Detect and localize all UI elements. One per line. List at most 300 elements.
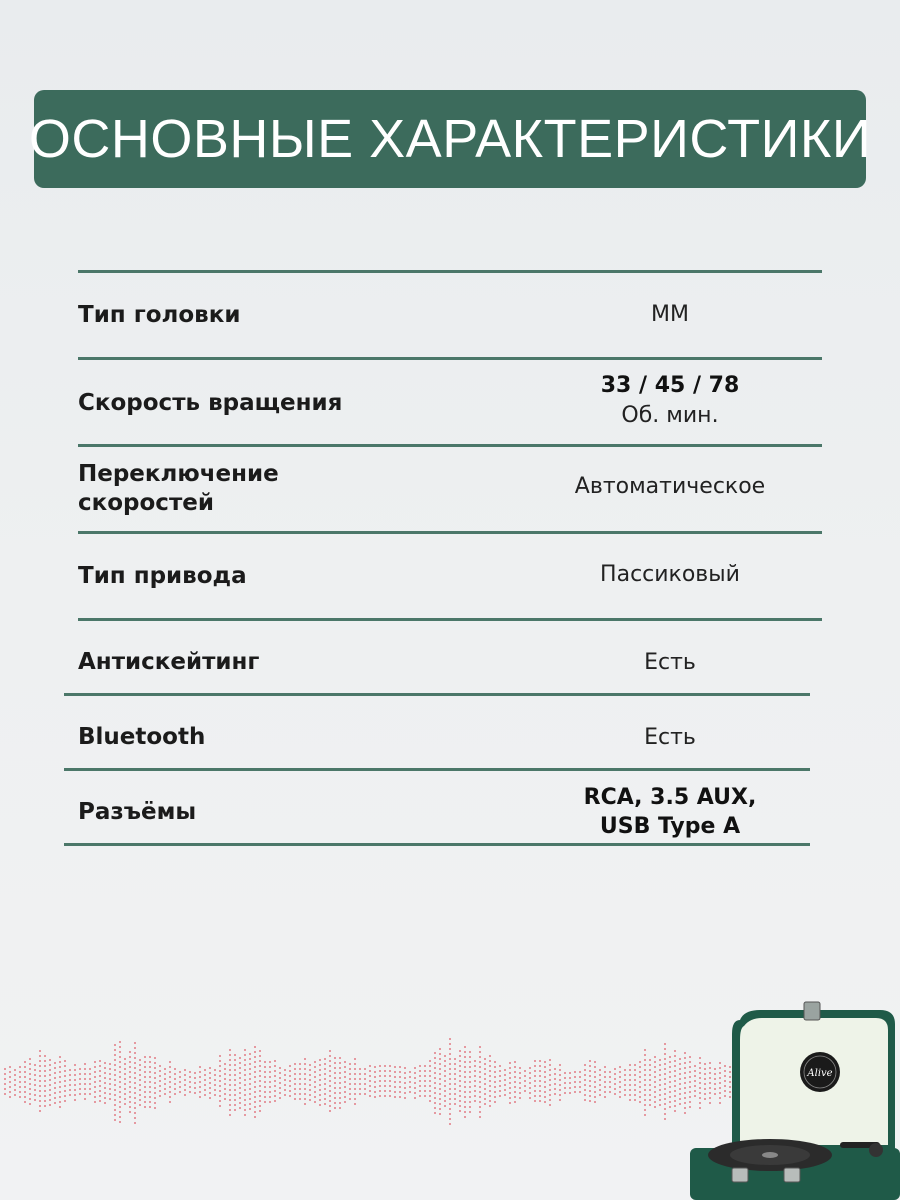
wave-dot	[384, 1075, 386, 1077]
wave-dot	[244, 1084, 246, 1086]
wave-dot	[44, 1085, 46, 1087]
wave-dot	[39, 1105, 41, 1107]
wave-dot	[639, 1101, 641, 1103]
wave-dot	[544, 1086, 546, 1088]
wave-dot	[494, 1091, 496, 1093]
wave-dot	[444, 1075, 446, 1077]
wave-dot	[319, 1099, 321, 1101]
wave-dot	[484, 1063, 486, 1065]
wave-dot	[419, 1075, 421, 1077]
wave-dot	[459, 1065, 461, 1067]
wave-dot	[529, 1077, 531, 1079]
wave-dot	[264, 1061, 266, 1063]
wave-dot	[399, 1071, 401, 1073]
wave-dot	[514, 1066, 516, 1068]
wave-dot	[609, 1091, 611, 1093]
wave-dot	[439, 1088, 441, 1090]
wave-dot	[484, 1103, 486, 1105]
wave-dot	[389, 1085, 391, 1087]
wave-dot	[164, 1083, 166, 1085]
wave-dot	[669, 1086, 671, 1088]
wave-dot	[244, 1104, 246, 1106]
wave-dot	[459, 1085, 461, 1087]
wave-dot	[654, 1071, 656, 1073]
wave-dot	[489, 1080, 491, 1082]
wave-dot	[134, 1057, 136, 1059]
wave-dot	[129, 1051, 131, 1053]
wave-dot	[9, 1066, 11, 1068]
wave-dot	[264, 1076, 266, 1078]
wave-dot	[454, 1093, 456, 1095]
wave-dot	[344, 1086, 346, 1088]
wave-dot	[289, 1080, 291, 1082]
wave-dot	[389, 1070, 391, 1072]
wave-dot	[429, 1090, 431, 1092]
wave-dot	[114, 1089, 116, 1091]
wave-dot	[269, 1081, 271, 1083]
wave-dot	[434, 1082, 436, 1084]
wave-dot	[644, 1094, 646, 1096]
wave-dot	[224, 1078, 226, 1080]
wave-dot	[644, 1079, 646, 1081]
wave-dot	[224, 1068, 226, 1070]
wave-dot	[439, 1103, 441, 1105]
wave-dot	[214, 1069, 216, 1071]
wave-dot	[549, 1089, 551, 1091]
spec-value-head-type: ММ	[651, 302, 689, 327]
wave-dot	[34, 1099, 36, 1101]
wave-dot	[524, 1090, 526, 1092]
wave-dot	[404, 1067, 406, 1069]
wave-dot	[489, 1095, 491, 1097]
wave-dot	[664, 1083, 666, 1085]
wave-dot	[49, 1079, 51, 1081]
wave-dot	[134, 1042, 136, 1044]
wave-dot	[654, 1086, 656, 1088]
wave-dot	[209, 1077, 211, 1079]
spec-label-bluetooth: Bluetooth	[78, 724, 206, 750]
wave-dot	[354, 1088, 356, 1090]
wave-dot	[194, 1082, 196, 1084]
wave-dot	[584, 1079, 586, 1081]
wave-dot	[619, 1076, 621, 1078]
wave-dot	[644, 1089, 646, 1091]
wave-dot	[299, 1068, 301, 1070]
wave-dot	[674, 1110, 676, 1112]
wave-dot	[339, 1077, 341, 1079]
wave-dot	[359, 1093, 361, 1095]
wave-dot	[194, 1077, 196, 1079]
wave-dot	[249, 1058, 251, 1060]
wave-dot	[474, 1075, 476, 1077]
wave-dot	[244, 1059, 246, 1061]
wave-dot	[249, 1108, 251, 1110]
wave-dot	[294, 1063, 296, 1065]
wave-dot	[334, 1062, 336, 1064]
wave-dot	[174, 1088, 176, 1090]
wave-dot	[329, 1070, 331, 1072]
wave-dot	[494, 1096, 496, 1098]
wave-dot	[54, 1092, 56, 1094]
wave-dot	[449, 1058, 451, 1060]
wave-dot	[59, 1056, 61, 1058]
wave-dot	[229, 1069, 231, 1071]
wave-dot	[384, 1065, 386, 1067]
wave-dot	[294, 1073, 296, 1075]
wave-dot	[294, 1068, 296, 1070]
wave-dot	[414, 1092, 416, 1094]
wave-dot	[459, 1110, 461, 1112]
wave-dot	[324, 1078, 326, 1080]
wave-dot	[539, 1075, 541, 1077]
wave-dot	[464, 1086, 466, 1088]
wave-dot	[419, 1085, 421, 1087]
wave-dot	[154, 1102, 156, 1104]
wave-dot	[184, 1074, 186, 1076]
wave-dot	[664, 1088, 666, 1090]
wave-dot	[109, 1098, 111, 1100]
wave-dot	[114, 1114, 116, 1116]
wave-dot	[674, 1080, 676, 1082]
wave-dot	[399, 1076, 401, 1078]
wave-dot	[254, 1081, 256, 1083]
wave-dot	[639, 1091, 641, 1093]
wave-dot	[544, 1071, 546, 1073]
wave-dot	[44, 1105, 46, 1107]
wave-dot	[504, 1089, 506, 1091]
wave-dot	[449, 1043, 451, 1045]
wave-dot	[34, 1094, 36, 1096]
wave-dot	[304, 1058, 306, 1060]
wave-dot	[444, 1070, 446, 1072]
wave-dot	[374, 1086, 376, 1088]
wave-dot	[114, 1119, 116, 1121]
wave-dot	[634, 1079, 636, 1081]
wave-dot	[29, 1093, 31, 1095]
wave-dot	[169, 1076, 171, 1078]
wave-dot	[59, 1071, 61, 1073]
wave-dot	[239, 1067, 241, 1069]
wave-dot	[169, 1081, 171, 1083]
wave-dot	[674, 1060, 676, 1062]
wave-dot	[234, 1079, 236, 1081]
wave-dot	[264, 1071, 266, 1073]
wave-dot	[364, 1073, 366, 1075]
wave-dot	[629, 1094, 631, 1096]
wave-dot	[514, 1081, 516, 1083]
wave-dot	[84, 1083, 86, 1085]
wave-dot	[254, 1116, 256, 1118]
brand-logo: Alive	[807, 1068, 833, 1079]
wave-dot	[584, 1084, 586, 1086]
wave-dot	[319, 1074, 321, 1076]
wave-dot	[519, 1077, 521, 1079]
wave-dot	[314, 1071, 316, 1073]
wave-dot	[554, 1068, 556, 1070]
wave-dot	[109, 1073, 111, 1075]
wave-dot	[314, 1091, 316, 1093]
wave-dot	[129, 1091, 131, 1093]
wave-dot	[244, 1054, 246, 1056]
wave-dot	[649, 1079, 651, 1081]
wave-dot	[639, 1061, 641, 1063]
wave-dot	[669, 1066, 671, 1068]
wave-dot	[89, 1083, 91, 1085]
wave-dot	[499, 1070, 501, 1072]
wave-dot	[614, 1093, 616, 1095]
wave-dot	[69, 1084, 71, 1086]
row-divider	[78, 357, 822, 360]
wave-dot	[24, 1081, 26, 1083]
wave-dot	[44, 1060, 46, 1062]
wave-dot	[474, 1060, 476, 1062]
wave-dot	[99, 1090, 101, 1092]
wave-dot	[479, 1076, 481, 1078]
wave-dot	[394, 1081, 396, 1083]
wave-dot	[384, 1090, 386, 1092]
wave-dot	[109, 1063, 111, 1065]
wave-dot	[364, 1068, 366, 1070]
wave-dot	[99, 1075, 101, 1077]
wave-dot	[454, 1098, 456, 1100]
wave-dot	[494, 1066, 496, 1068]
wave-dot	[539, 1070, 541, 1072]
wave-dot	[249, 1068, 251, 1070]
wave-dot	[389, 1090, 391, 1092]
wave-dot	[169, 1071, 171, 1073]
wave-dot	[669, 1081, 671, 1083]
wave-dot	[169, 1101, 171, 1103]
wave-dot	[559, 1074, 561, 1076]
wave-dot	[439, 1083, 441, 1085]
wave-dot	[544, 1101, 546, 1103]
wave-dot	[59, 1066, 61, 1068]
wave-dot	[644, 1054, 646, 1056]
wave-dot	[369, 1075, 371, 1077]
wave-dot	[29, 1073, 31, 1075]
wave-dot	[634, 1064, 636, 1066]
wave-dot	[529, 1082, 531, 1084]
wave-dot	[429, 1095, 431, 1097]
wave-dot	[484, 1098, 486, 1100]
wave-dot	[369, 1065, 371, 1067]
wave-dot	[534, 1060, 536, 1062]
wave-dot	[214, 1089, 216, 1091]
wave-dot	[379, 1095, 381, 1097]
wave-dot	[154, 1072, 156, 1074]
wave-dot	[139, 1069, 141, 1071]
wave-dot	[289, 1090, 291, 1092]
wave-dot	[434, 1102, 436, 1104]
wave-dot	[79, 1083, 81, 1085]
wave-dot	[659, 1089, 661, 1091]
wave-dot	[549, 1079, 551, 1081]
wave-dot	[334, 1087, 336, 1089]
wave-dot	[609, 1076, 611, 1078]
wave-dot	[104, 1072, 106, 1074]
wave-dot	[269, 1091, 271, 1093]
wave-dot	[39, 1110, 41, 1112]
spec-label-connectors: Разъёмы	[78, 799, 197, 825]
wave-dot	[119, 1106, 121, 1108]
wave-dot	[524, 1085, 526, 1087]
wave-dot	[499, 1085, 501, 1087]
wave-dot	[624, 1079, 626, 1081]
wave-dot	[544, 1091, 546, 1093]
wave-dot	[389, 1065, 391, 1067]
wave-dot	[234, 1104, 236, 1106]
wave-dot	[674, 1050, 676, 1052]
row-divider	[64, 693, 810, 696]
wave-dot	[159, 1085, 161, 1087]
wave-dot	[559, 1064, 561, 1066]
wave-dot	[439, 1098, 441, 1100]
wave-dot	[439, 1073, 441, 1075]
wave-dot	[99, 1085, 101, 1087]
wave-dot	[284, 1094, 286, 1096]
wave-dot	[74, 1099, 76, 1101]
wave-dot	[469, 1076, 471, 1078]
wave-dot	[249, 1053, 251, 1055]
wave-dot	[464, 1071, 466, 1073]
wave-dot	[644, 1074, 646, 1076]
wave-dot	[464, 1091, 466, 1093]
wave-dot	[239, 1072, 241, 1074]
wave-dot	[199, 1081, 201, 1083]
wave-dot	[334, 1092, 336, 1094]
wave-dot	[359, 1073, 361, 1075]
wave-dot	[374, 1066, 376, 1068]
wave-dot	[354, 1103, 356, 1105]
wave-dot	[184, 1069, 186, 1071]
wave-dot	[494, 1061, 496, 1063]
wave-dot	[674, 1095, 676, 1097]
wave-dot	[634, 1094, 636, 1096]
wave-dot	[49, 1089, 51, 1091]
wave-dot	[259, 1085, 261, 1087]
wave-dot	[209, 1067, 211, 1069]
wave-dot	[239, 1092, 241, 1094]
wave-dot	[479, 1106, 481, 1108]
wave-dot	[639, 1071, 641, 1073]
wave-dot	[479, 1081, 481, 1083]
wave-dot	[49, 1074, 51, 1076]
wave-dot	[314, 1086, 316, 1088]
wave-dot	[269, 1086, 271, 1088]
wave-dot	[39, 1065, 41, 1067]
wave-dot	[99, 1070, 101, 1072]
wave-dot	[164, 1093, 166, 1095]
wave-dot	[29, 1083, 31, 1085]
wave-dot	[184, 1089, 186, 1091]
wave-dot	[369, 1095, 371, 1097]
wave-dot	[199, 1076, 201, 1078]
wave-dot	[44, 1075, 46, 1077]
wave-dot	[109, 1068, 111, 1070]
wave-dot	[239, 1107, 241, 1109]
wave-dot	[489, 1070, 491, 1072]
wave-dot	[134, 1117, 136, 1119]
wave-dot	[234, 1084, 236, 1086]
wave-dot	[489, 1085, 491, 1087]
wave-dot	[589, 1065, 591, 1067]
wave-dot	[224, 1063, 226, 1065]
wave-dot	[249, 1083, 251, 1085]
wave-dot	[179, 1071, 181, 1073]
wave-dot	[374, 1091, 376, 1093]
spec-value-antiskating: Есть	[644, 650, 696, 675]
wave-dot	[209, 1092, 211, 1094]
wave-dot	[449, 1093, 451, 1095]
wave-dot	[4, 1093, 6, 1095]
wave-dot	[254, 1061, 256, 1063]
wave-dot	[259, 1050, 261, 1052]
wave-dot	[459, 1090, 461, 1092]
wave-dot	[239, 1062, 241, 1064]
wave-dot	[239, 1082, 241, 1084]
wave-dot	[494, 1071, 496, 1073]
wave-dot	[4, 1078, 6, 1080]
wave-dot	[64, 1060, 66, 1062]
wave-dot	[539, 1065, 541, 1067]
wave-dot	[344, 1066, 346, 1068]
wave-dot	[104, 1077, 106, 1079]
wave-dot	[114, 1099, 116, 1101]
wave-dot	[664, 1063, 666, 1065]
wave-dot	[244, 1114, 246, 1116]
wave-dot	[404, 1087, 406, 1089]
wave-dot	[424, 1070, 426, 1072]
wave-dot	[184, 1094, 186, 1096]
wave-dot	[434, 1072, 436, 1074]
wave-dot	[114, 1044, 116, 1046]
wave-dot	[464, 1066, 466, 1068]
wave-dot	[424, 1090, 426, 1092]
wave-dot	[334, 1102, 336, 1104]
wave-dot	[339, 1082, 341, 1084]
wave-dot	[89, 1073, 91, 1075]
wave-dot	[399, 1066, 401, 1068]
wave-dot	[604, 1076, 606, 1078]
wave-dot	[139, 1104, 141, 1106]
wave-dot	[379, 1065, 381, 1067]
wave-dot	[674, 1055, 676, 1057]
wave-dot	[39, 1095, 41, 1097]
wave-dot	[309, 1099, 311, 1101]
wave-dot	[554, 1088, 556, 1090]
wave-dot	[439, 1093, 441, 1095]
wave-dot	[234, 1099, 236, 1101]
wave-dot	[179, 1081, 181, 1083]
wave-dot	[219, 1075, 221, 1077]
wave-dot	[329, 1075, 331, 1077]
wave-dot	[359, 1088, 361, 1090]
wave-dot	[129, 1086, 131, 1088]
wave-dot	[659, 1079, 661, 1081]
wave-dot	[249, 1073, 251, 1075]
wave-dot	[254, 1066, 256, 1068]
wave-dot	[454, 1078, 456, 1080]
wave-dot	[324, 1088, 326, 1090]
wave-dot	[439, 1113, 441, 1115]
wave-dot	[294, 1083, 296, 1085]
wave-dot	[584, 1069, 586, 1071]
wave-dot	[24, 1071, 26, 1073]
wave-dot	[554, 1083, 556, 1085]
wave-dot	[134, 1062, 136, 1064]
wave-dot	[469, 1061, 471, 1063]
wave-dot	[254, 1101, 256, 1103]
